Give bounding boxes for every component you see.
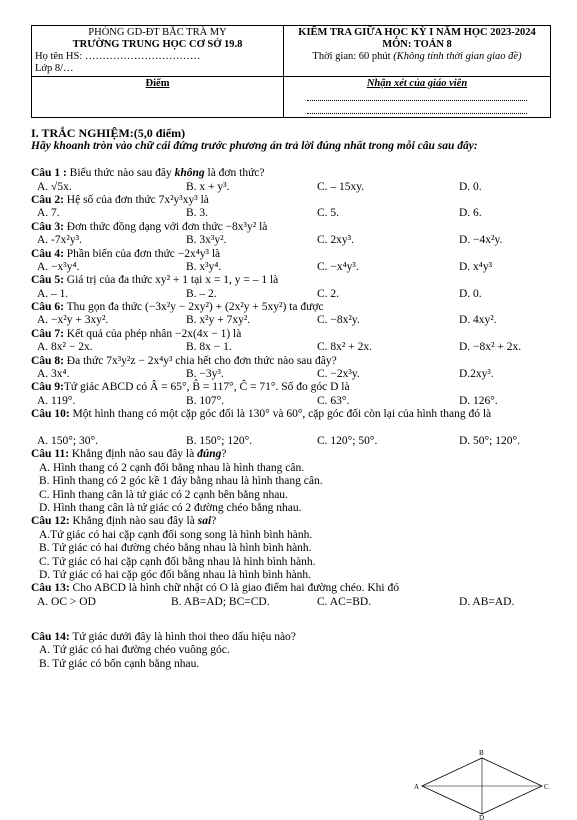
answer-d[interactable]: D. 4xy². (459, 314, 497, 327)
answer-b[interactable]: B. Tứ giác có hai đường chéo bằng nhau là hình bình hành. (39, 542, 312, 555)
answer-c[interactable]: C. 2xy³. (317, 234, 354, 247)
answer-a[interactable]: A. 119°. (37, 394, 76, 407)
class-field: Lớp 8/… (35, 63, 74, 74)
q-label: Câu 5: (31, 274, 64, 287)
q-text: Tứ giác ABCD có Â = 65°, B̂ = 117°, Ĉ = 71°. Số đo góc D là (63, 381, 350, 394)
comment-line-2 (307, 103, 527, 114)
question-2 (31, 194, 556, 207)
question-8 (31, 355, 556, 368)
comment-label: Nhận xét của giáo viên (366, 78, 468, 89)
answers-3 (31, 234, 556, 247)
point-d-label: D (479, 814, 485, 820)
q-label: Câu 6: (31, 301, 64, 314)
answer-b[interactable]: B. – 2. (186, 287, 217, 300)
question-12 (31, 515, 556, 528)
answer-b[interactable]: B. x²y + 7xy². (186, 314, 251, 327)
subject: MÔN: TOÁN 8 (382, 39, 452, 50)
answer-d[interactable]: D. −4x²y. (459, 234, 503, 247)
q-text: Khẳng định nào sau đây là (72, 515, 198, 528)
q-emphasis: không (174, 167, 205, 180)
question-4 (31, 248, 556, 261)
answer-a[interactable]: A. 7. (37, 207, 60, 220)
answers-5 (31, 288, 556, 301)
answer-a[interactable]: A. -7x²y³. (37, 234, 82, 247)
q-text: Biểu thức nào sau đây (69, 167, 175, 180)
q-text: Khẳng định nào sau đây là (71, 448, 198, 461)
answer-c[interactable]: C. Tứ giác có hai cặp cạnh đối bằng nhau là hình bình hành. (39, 555, 316, 568)
section-title: I. TRẮC NGHIỆM:(5,0 điểm) (31, 126, 186, 140)
q-text-end: ? (221, 448, 227, 461)
comment-line-1 (307, 90, 527, 101)
point-c-label: C (544, 783, 549, 791)
q-text: Kết quả của phép nhân −2x(4x − 1) là (66, 327, 242, 340)
q-label: Câu 2: (31, 193, 64, 206)
answer-b[interactable]: B. Tứ giác có bốn cạnh bằng nhau. (39, 657, 200, 670)
answers-8 (31, 368, 556, 381)
answer-d[interactable]: D. x⁴y³ (459, 260, 493, 273)
exam-info (284, 26, 551, 77)
answers-1 (31, 181, 556, 194)
answers-10 (31, 435, 556, 448)
q-label: Câu 3: (31, 220, 64, 233)
answer-b[interactable]: B. x³y⁴. (186, 260, 222, 273)
answer-d[interactable]: D. Hình thang cân là tứ giác có 2 đường chéo bằng nhau. (39, 501, 302, 514)
answer-b[interactable]: B. 3. (186, 207, 209, 220)
q-text-end: ? (211, 515, 217, 528)
answer-a[interactable]: A. – 1. (37, 287, 69, 300)
answer-c[interactable]: C. 63°. (317, 394, 350, 407)
question-11 (31, 448, 556, 461)
answer-a[interactable]: A. OC > OD (37, 595, 96, 608)
answer-a[interactable]: A. 8x² − 2x. (37, 341, 93, 354)
answer-c[interactable]: C. −2x³y. (317, 368, 360, 381)
exam-content (31, 127, 556, 671)
answer-d[interactable]: D. 6. (459, 207, 482, 220)
question-1 (31, 167, 556, 180)
answers-13 (31, 596, 556, 609)
point-a-label: A (414, 783, 420, 791)
answer-a[interactable]: A. −x³y⁴. (37, 260, 80, 273)
q-text-end: là đơn thức? (204, 167, 265, 180)
answer-c[interactable]: C. 5. (317, 207, 340, 220)
question-7 (31, 328, 556, 341)
question-14 (31, 631, 556, 644)
answer-b[interactable]: B. 150°; 120°. (186, 435, 253, 448)
question-13 (31, 582, 556, 595)
answer-b[interactable]: B. x + y³. (186, 180, 230, 193)
answer-b[interactable]: B. 8x − 1. (186, 341, 232, 354)
q-label: Câu 4: (31, 247, 64, 260)
answer-c[interactable]: C. Hình thang cân là tứ giác có 2 cạnh bên bằng nhau. (39, 488, 288, 501)
rhombus-figure (412, 748, 552, 820)
answer-d[interactable]: D. 0. (459, 180, 482, 193)
time-text: Thời gian: 60 phút (312, 51, 391, 62)
q-label: Câu 13: (31, 582, 70, 595)
question-9 (31, 381, 556, 394)
answer-c[interactable]: C. AC=BD. (317, 595, 372, 608)
answers-4 (31, 261, 556, 274)
answer-a[interactable]: A.Tứ giác có hai cặp cạnh đối song song là hình bình hành. (39, 528, 313, 541)
answers-6 (31, 314, 556, 327)
answers-9 (31, 395, 556, 408)
q-text: Thu gọn đa thức (−3x²y − 2xy²) + (2x²y + 5xy²) ta được (66, 301, 324, 314)
q-label: Câu 8: (31, 354, 64, 367)
q-text: Một hình thang có một cặp góc đối là 130° và 60°, cặp góc đối còn lại của hình thang đó là (72, 408, 492, 421)
answers-2 (31, 207, 556, 220)
question-10 (31, 408, 556, 435)
q-emphasis: đúng (197, 448, 222, 461)
exam-time (287, 51, 547, 63)
question-6 (31, 301, 556, 314)
answer-a[interactable]: A. 150°; 30°. (37, 435, 98, 448)
answer-d[interactable]: D. AB=AD. (459, 595, 515, 608)
answer-a[interactable]: A. Tứ giác có hai đường chéo vuông góc. (39, 644, 230, 657)
section-instruction: Hãy khoanh tròn vào chữ cái đứng trước phương án trả lời đúng nhất trong mỗi câu sau đây: (31, 140, 478, 153)
time-note: (Không tính thời gian giao đề) (393, 51, 522, 62)
q-text: Tứ giác dưới đây là hình thoi theo dấu hiệu nào? (72, 631, 296, 644)
answer-d[interactable]: D.2xy³. (459, 368, 494, 381)
q-text: Đa thức 7x³y²z − 2x⁴y³ chia hết cho đơn thức nào sau đây? (66, 354, 337, 367)
q-text: Hệ số của đơn thức 7x²y³xy³ là (66, 193, 209, 206)
answer-c[interactable]: C. −8x²y. (317, 314, 360, 327)
q-text: Đơn thức đồng dạng với đơn thức −8x³y² là (66, 220, 268, 233)
school-info (32, 26, 284, 77)
answer-b[interactable]: B. AB=AD; BC=CD. (171, 595, 270, 608)
comment-box (284, 77, 551, 118)
answer-d[interactable]: D. 0. (459, 287, 482, 300)
answer-d[interactable]: D. Tứ giác có hai cặp góc đối bằng nhau là hình bình hành. (39, 568, 312, 581)
question-5 (31, 274, 556, 287)
question-3 (31, 221, 556, 234)
exam-title: KIỂM TRA GIỮA HỌC KỲ I NĂM HỌC 2023-2024 (298, 27, 536, 38)
q-label: Câu 9: (31, 381, 64, 394)
exam-header (31, 25, 551, 118)
q-label: Câu 7: (31, 327, 64, 340)
q-label: Câu 14: (31, 631, 70, 644)
answer-d[interactable]: D. 126°. (459, 394, 498, 407)
student-name-field: Họ tên HS: …………………………… (35, 51, 201, 62)
dept-name: PHÒNG GD-ĐT BẮC TRÀ MY (88, 27, 227, 38)
q-emphasis: sai (197, 515, 212, 528)
answer-a[interactable]: A. 3x⁴. (37, 368, 70, 381)
answer-d[interactable]: D. 50°; 120°. (459, 435, 520, 448)
answer-c[interactable]: C. – 15xy. (317, 180, 365, 193)
answer-a[interactable]: A. √5x. (37, 180, 72, 193)
answer-c[interactable]: C. 2. (317, 287, 340, 300)
q-text: Phần biến của đơn thức −2x⁴y³ là (66, 247, 221, 260)
q-label: Câu 11: (31, 448, 70, 461)
q-label: Câu 10: (31, 408, 70, 421)
spacer (31, 609, 556, 631)
q-label: Câu 12: (31, 515, 70, 528)
q-text: Cho ABCD là hình chữ nhật có O là giao điểm hai đường chéo. Khi đó (72, 582, 399, 595)
point-b-label: B (479, 749, 484, 757)
answer-b[interactable]: B. Hình thang có 2 góc kề 1 đáy bằng nhau là hình thang cân. (39, 475, 323, 488)
q-text: Giá trị của đa thức xy² + 1 tại x = 1, y = – 1 là (66, 274, 279, 287)
answer-b[interactable]: B. 3x³y². (186, 234, 227, 247)
answer-a[interactable]: A. −x²y + 3xy². (37, 314, 109, 327)
q-label: Câu 1 : (31, 167, 67, 180)
answer-a[interactable]: A. Hình thang có 2 cạnh đối bằng nhau là hình thang cân. (39, 461, 305, 474)
score-box (32, 77, 284, 118)
score-label: Điểm (145, 78, 170, 89)
answers-7 (31, 341, 556, 354)
answer-d[interactable]: D. −8x² + 2x. (459, 341, 522, 354)
answer-c[interactable]: C. −x⁴y³. (317, 260, 359, 273)
answer-b[interactable]: B. 107°. (186, 394, 225, 407)
answer-c[interactable]: C. 120°; 50°. (317, 435, 378, 448)
school-name: TRƯỜNG TRUNG HỌC CƠ SỞ 19.8 (72, 39, 243, 50)
answer-c[interactable]: C. 8x² + 2x. (317, 341, 372, 354)
answer-b[interactable]: B. −3y³. (186, 368, 224, 381)
